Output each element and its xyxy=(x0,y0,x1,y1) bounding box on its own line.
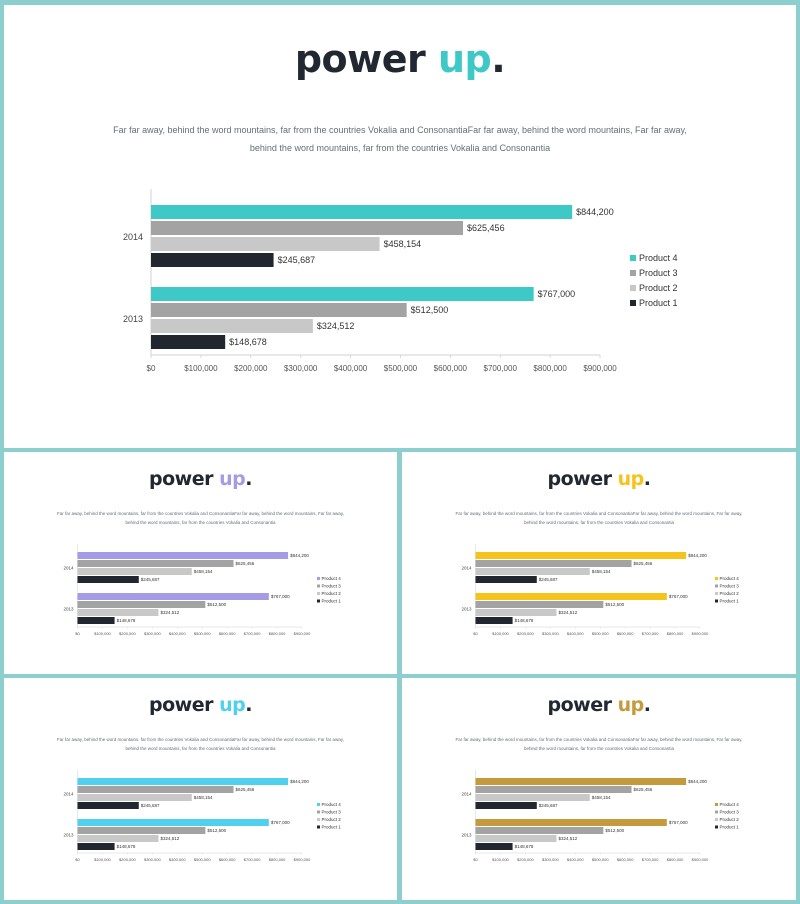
data-label: $324,512 xyxy=(558,610,578,616)
data-label: $148,678 xyxy=(229,337,267,348)
category-label: 2013 xyxy=(63,832,74,838)
description-line-1: Far far away, behind the word mountains, far from the countries Vokalia and ConsonantiaFar far away, behind the word mountains, Far far away, xyxy=(113,125,687,135)
x-tick-label: $900,000 xyxy=(583,364,617,373)
bar-chart xyxy=(4,185,796,385)
x-tick-label: $800,000 xyxy=(533,364,567,373)
bar xyxy=(78,827,206,834)
x-tick-label: $300,000 xyxy=(143,631,161,636)
bar xyxy=(476,786,632,793)
title-accent-word: up xyxy=(617,694,644,716)
data-label: $844,200 xyxy=(290,553,309,559)
title-word: power xyxy=(149,468,213,490)
data-label: $458,154 xyxy=(591,569,611,575)
bar xyxy=(78,552,289,559)
x-tick-label: $100,000 xyxy=(492,631,509,636)
title-word: power xyxy=(547,694,612,716)
title-accent-word: up xyxy=(617,468,644,490)
bar xyxy=(476,617,513,624)
bar xyxy=(476,778,687,785)
slide-title xyxy=(402,468,796,490)
legend-swatch xyxy=(715,803,718,806)
x-tick-label: $300,000 xyxy=(541,631,559,636)
data-label: $245,687 xyxy=(538,803,558,809)
data-label: $767,000 xyxy=(270,594,290,600)
data-label: $844,200 xyxy=(576,207,614,218)
bar xyxy=(78,794,192,801)
x-tick-label: $0 xyxy=(473,631,478,636)
legend-label: Product 4 xyxy=(321,802,341,807)
bar xyxy=(476,552,687,559)
data-label: $844,200 xyxy=(290,779,309,785)
title-dot: . xyxy=(245,468,252,490)
data-label: $324,512 xyxy=(160,610,180,616)
x-tick-label: $200,000 xyxy=(119,857,136,862)
slide-title xyxy=(4,468,397,490)
legend-swatch xyxy=(715,592,718,595)
bar xyxy=(78,609,159,616)
description-line-2: behind the word mountains, far from the countries Vokalia and Consonantia xyxy=(125,746,276,751)
slide-description xyxy=(432,509,766,527)
x-tick-label: $700,000 xyxy=(483,364,517,373)
x-tick-label: $300,000 xyxy=(541,857,559,862)
x-tick-label: $600,000 xyxy=(433,364,468,373)
bar xyxy=(151,253,274,267)
bar xyxy=(151,287,534,301)
bar xyxy=(78,819,269,826)
bar xyxy=(476,835,557,842)
x-tick-label: $200,000 xyxy=(119,631,136,636)
legend-label: Product 3 xyxy=(639,268,678,278)
bar-chart xyxy=(402,542,796,642)
legend-label: Product 1 xyxy=(719,824,739,830)
data-label: $148,678 xyxy=(116,618,136,624)
legend-label: Product 4 xyxy=(719,576,739,581)
title-dot: . xyxy=(643,694,651,716)
bar xyxy=(151,221,463,235)
x-tick-label: $600,000 xyxy=(616,857,634,862)
description-line-1: Far far away, behind the word mountains, far from the countries Vokalia and ConsonantiaFar far away, behind the word mountains, Far far away, xyxy=(57,511,344,516)
description-line-1: Far far away, behind the word mountains, far from the countries Vokalia and ConsonantiaFar far away, behind the word mountains, Far far away, xyxy=(455,511,743,516)
bar xyxy=(78,786,234,793)
category-label: 2014 xyxy=(63,791,74,797)
slide-title xyxy=(402,694,796,716)
data-label: $512,500 xyxy=(605,828,625,834)
data-label: $324,512 xyxy=(316,321,355,332)
bar xyxy=(78,593,269,600)
legend-swatch xyxy=(715,811,718,814)
category-label: 2014 xyxy=(461,791,472,797)
bar xyxy=(476,794,590,801)
data-label: $767,000 xyxy=(270,820,290,826)
data-label: $767,000 xyxy=(668,594,688,600)
slide-title xyxy=(4,694,397,716)
category-label: 2013 xyxy=(122,314,143,324)
bar xyxy=(151,303,407,317)
bar-chart xyxy=(402,768,796,868)
legend-swatch xyxy=(317,803,320,806)
x-tick-label: $200,000 xyxy=(517,631,534,636)
bar xyxy=(151,205,572,219)
data-label: $324,512 xyxy=(160,836,180,842)
description-line-2: behind the word mountains, far from the countries Vokalia and Consonantia xyxy=(249,143,551,153)
slide-variant-gold xyxy=(402,678,796,900)
bar xyxy=(78,835,159,842)
bar xyxy=(78,601,206,608)
bar xyxy=(476,568,590,575)
data-label: $844,200 xyxy=(688,779,707,785)
x-tick-label: $200,000 xyxy=(234,364,268,373)
legend-swatch xyxy=(715,818,718,821)
legend-label: Product 3 xyxy=(321,583,341,589)
x-tick-label: $0 xyxy=(75,631,80,636)
legend-label: Product 4 xyxy=(639,253,678,263)
bar-chart xyxy=(4,768,397,868)
x-tick-label: $600,000 xyxy=(616,631,634,636)
data-label: $625,456 xyxy=(467,223,505,234)
category-label: 2014 xyxy=(461,565,472,571)
legend-label: Product 2 xyxy=(719,591,739,596)
title-word: power xyxy=(149,694,213,716)
x-tick-label: $700,000 xyxy=(641,857,659,862)
legend-swatch xyxy=(715,585,718,588)
x-tick-label: $200,000 xyxy=(517,857,534,862)
x-tick-label: $800,000 xyxy=(268,631,286,636)
x-tick-label: $500,000 xyxy=(383,364,418,373)
bar xyxy=(476,593,667,600)
x-tick-label: $700,000 xyxy=(243,631,261,636)
legend-label: Product 4 xyxy=(719,802,739,807)
legend-label: Product 2 xyxy=(321,591,341,596)
slide-variant-yellow xyxy=(402,452,796,674)
x-tick-label: $100,000 xyxy=(492,857,509,862)
x-tick-label: $800,000 xyxy=(666,857,684,862)
data-label: $148,678 xyxy=(116,844,136,850)
x-tick-label: $700,000 xyxy=(243,857,261,862)
x-tick-label: $600,000 xyxy=(218,857,236,862)
bar xyxy=(476,560,632,567)
category-label: 2013 xyxy=(63,606,74,612)
x-tick-label: $700,000 xyxy=(641,631,659,636)
data-label: $512,500 xyxy=(207,828,227,834)
legend-label: Product 3 xyxy=(719,583,739,589)
description-line-1: Far far away, behind the word mountains, far from the countries Vokalia and ConsonantiaFar far away, behind the word mountains, Far far away, xyxy=(57,737,344,742)
x-tick-label: $400,000 xyxy=(168,857,186,862)
bar xyxy=(151,335,225,349)
slide-description xyxy=(432,735,766,753)
x-tick-label: $400,000 xyxy=(168,631,186,636)
x-tick-label: $500,000 xyxy=(591,857,609,862)
bar xyxy=(151,237,380,251)
category-label: 2013 xyxy=(461,832,472,838)
legend-swatch xyxy=(317,600,320,603)
x-tick-label: $900,000 xyxy=(691,857,709,862)
description-line-2: behind the word mountains, far from the countries Vokalia and Consonantia xyxy=(125,520,276,525)
x-tick-label: $0 xyxy=(146,364,156,373)
data-label: $148,678 xyxy=(514,618,534,624)
bar xyxy=(78,778,289,785)
bar xyxy=(476,601,604,608)
legend-label: Product 1 xyxy=(321,824,341,830)
legend-label: Product 2 xyxy=(719,817,739,822)
legend-label: Product 1 xyxy=(719,598,739,604)
x-tick-label: $900,000 xyxy=(293,631,311,636)
title-dot: . xyxy=(643,468,651,490)
x-tick-label: $300,000 xyxy=(283,364,318,373)
data-label: $625,456 xyxy=(235,787,255,793)
legend-swatch xyxy=(630,270,636,276)
legend-label: Product 1 xyxy=(639,298,678,308)
x-tick-label: $400,000 xyxy=(566,857,584,862)
legend-swatch xyxy=(317,818,320,821)
legend-swatch xyxy=(317,592,320,595)
data-label: $148,678 xyxy=(514,844,534,850)
bar xyxy=(476,609,557,616)
legend-swatch xyxy=(317,811,320,814)
bar xyxy=(78,568,192,575)
data-label: $458,154 xyxy=(591,795,611,801)
data-label: $767,000 xyxy=(668,820,688,826)
x-tick-label: $100,000 xyxy=(94,857,111,862)
data-label: $512,500 xyxy=(207,602,227,608)
title-accent-word: up xyxy=(219,694,246,716)
data-label: $625,456 xyxy=(235,561,255,567)
legend-label: Product 1 xyxy=(321,598,341,604)
description-line-2: behind the word mountains, far from the countries Vokalia and Consonantia xyxy=(523,520,675,525)
slide-main xyxy=(4,5,796,448)
slide-description xyxy=(64,121,736,157)
title-accent-word: up xyxy=(437,37,492,81)
x-tick-label: $900,000 xyxy=(293,857,311,862)
data-label: $458,154 xyxy=(383,239,422,250)
bar xyxy=(476,827,604,834)
x-tick-label: $800,000 xyxy=(666,631,684,636)
legend-label: Product 2 xyxy=(639,283,678,293)
category-label: 2014 xyxy=(122,232,143,242)
x-tick-label: $800,000 xyxy=(268,857,286,862)
legend-label: Product 4 xyxy=(321,576,341,581)
bar xyxy=(78,617,115,624)
bar-chart xyxy=(4,542,397,642)
legend-swatch xyxy=(715,600,718,603)
legend-swatch xyxy=(715,577,718,580)
legend-label: Product 3 xyxy=(321,809,341,815)
slide-variant-blue xyxy=(4,678,397,900)
bar xyxy=(78,560,234,567)
title-accent-word: up xyxy=(219,468,246,490)
legend-swatch xyxy=(317,577,320,580)
bar xyxy=(78,576,139,583)
legend-swatch xyxy=(630,255,636,261)
slide-title xyxy=(4,37,796,81)
slide-variant-purple xyxy=(4,452,397,674)
title-word: power xyxy=(294,37,426,81)
data-label: $245,687 xyxy=(277,255,316,266)
x-tick-label: $500,000 xyxy=(193,857,211,862)
data-label: $458,154 xyxy=(193,569,213,575)
x-tick-label: $100,000 xyxy=(94,631,111,636)
x-tick-label: $900,000 xyxy=(691,631,709,636)
data-label: $512,500 xyxy=(410,305,449,316)
category-label: 2013 xyxy=(461,606,472,612)
data-label: $512,500 xyxy=(605,602,625,608)
bar xyxy=(151,319,313,333)
data-label: $625,456 xyxy=(633,561,653,567)
data-label: $245,687 xyxy=(140,803,160,809)
legend-label: Product 3 xyxy=(719,809,739,815)
x-tick-label: $500,000 xyxy=(591,631,609,636)
description-line-2: behind the word mountains, far from the countries Vokalia and Consonantia xyxy=(523,746,675,751)
x-tick-label: $0 xyxy=(75,857,80,862)
legend-swatch xyxy=(630,285,636,291)
data-label: $625,456 xyxy=(633,787,653,793)
title-dot: . xyxy=(491,37,506,81)
x-tick-label: $300,000 xyxy=(143,857,161,862)
x-tick-label: $500,000 xyxy=(193,631,211,636)
bar xyxy=(476,802,537,809)
legend-swatch xyxy=(715,826,718,829)
x-tick-label: $0 xyxy=(473,857,478,862)
data-label: $245,687 xyxy=(140,577,160,583)
bar xyxy=(78,802,139,809)
bar xyxy=(476,843,513,850)
data-label: $458,154 xyxy=(193,795,213,801)
x-tick-label: $400,000 xyxy=(333,364,368,373)
description-line-1: Far far away, behind the word mountains, far from the countries Vokalia and ConsonantiaFar far away, behind the word mountains, Far far away, xyxy=(455,737,743,742)
x-tick-label: $600,000 xyxy=(218,631,236,636)
bar xyxy=(476,819,667,826)
x-tick-label: $100,000 xyxy=(184,364,218,373)
data-label: $844,200 xyxy=(688,553,707,559)
legend-label: Product 2 xyxy=(321,817,341,822)
title-dot: . xyxy=(245,694,252,716)
bar xyxy=(78,843,115,850)
legend-swatch xyxy=(630,300,636,306)
x-tick-label: $400,000 xyxy=(566,631,584,636)
slide-description xyxy=(34,509,367,527)
legend-swatch xyxy=(317,826,320,829)
data-label: $324,512 xyxy=(558,836,578,842)
legend-swatch xyxy=(317,585,320,588)
title-word: power xyxy=(547,468,612,490)
data-label: $767,000 xyxy=(537,289,576,300)
data-label: $245,687 xyxy=(538,577,558,583)
category-label: 2014 xyxy=(63,565,74,571)
slide-description xyxy=(34,735,367,753)
bar xyxy=(476,576,537,583)
